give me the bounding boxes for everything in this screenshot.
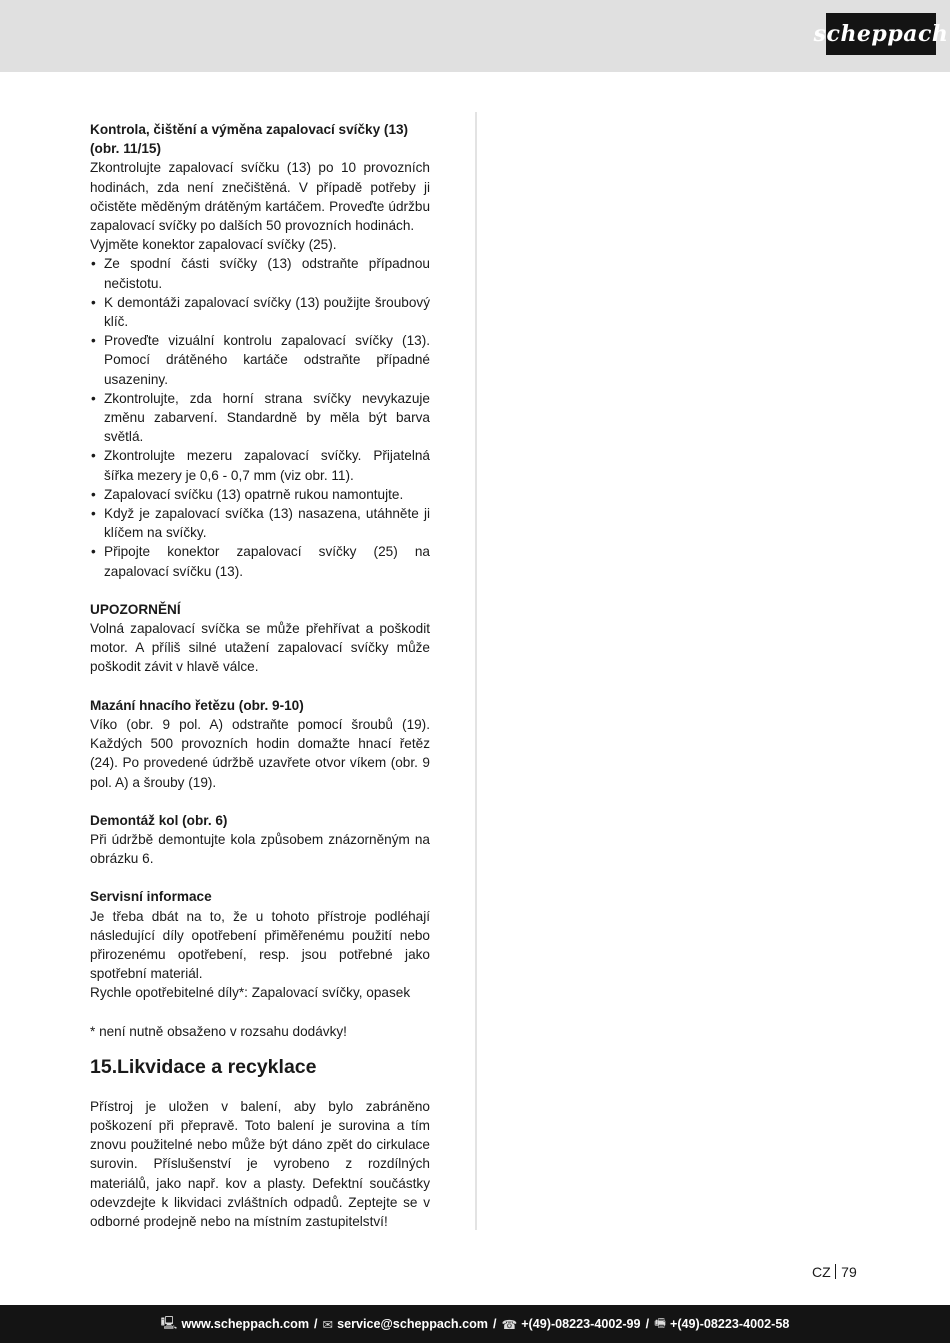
- paragraph: Vyjměte konektor zapalovací svíčky (25).: [90, 237, 337, 253]
- fax-icon: 🖷: [654, 1315, 666, 1330]
- paragraph: Rychle opotřebitelné díly*: Zapalovací svíčky, opasek: [90, 985, 411, 1001]
- list-item: • Když je zapalovací svíčka (13) nasazena, utáhněte ji klíčem na svíčky.: [90, 504, 430, 542]
- section-heading-chain: Mazání hnacího řetězu (obr. 9-10): [90, 697, 304, 713]
- scheppach-logo: scheppach: [826, 13, 936, 55]
- footer-bar: [0, 1305, 950, 1343]
- list-item: • K demontáži zapalovací svíčky (13) použijte šroubový klíč.: [90, 293, 430, 331]
- list-item: • Proveďte vizuální kontrolu zapalovací svíčky (13). Pomocí drátěného kartáče odstraňte případné usazeniny.: [90, 331, 430, 389]
- section-heading-warning: UPOZORNĚNÍ: [90, 601, 181, 617]
- chapter-number: 15.: [90, 1055, 118, 1078]
- list-item: • Zkontrolujte mezeru zapalovací svíčky. Přijatelná šířka mezery je 0,6 - 0,7 mm (viz obr. 11).: [90, 446, 430, 484]
- phone-icon: ☎: [501, 1317, 518, 1332]
- main-column: [90, 120, 430, 1231]
- list-item: • Připojte konektor zapalovací svíčky (25) na zapalovací svíčku (13).: [90, 542, 430, 580]
- column-divider: [475, 112, 477, 1230]
- email-icon: ✉: [322, 1317, 334, 1332]
- chapter-title: [90, 1055, 430, 1079]
- footer-web[interactable]: www.scheppach.com: [181, 1317, 310, 1331]
- list-item: • Ze spodní části svíčky (13) odstraňte případnou nečistotu.: [90, 254, 430, 292]
- separator: /: [314, 1317, 318, 1331]
- paragraph: Přístroj je uložen v balení, aby bylo zabráněno poškození při přepravě. Toto balení je surovina a tím znovu použitelné nebo může být dáno zpět do cirkulace surovin. Příslušenství je vyrobeno z rozdílných materiálů, jako např. kov a plasty. Defektní součástky odevzdejte k likvidaci zvláštních odpadů. Zeptejte se v odborné prodejně nebo na místním zastupitelství!: [90, 1098, 430, 1229]
- paragraph: Volná zapalovací svíčka se může přehřívat a poškodit motor. A příliš silné utažení zapalovací svíčky může poškodit závit v hlavě válce.: [90, 621, 430, 675]
- section-heading-service: Servisní informace: [90, 889, 212, 905]
- list-item: • Zkontrolujte, zda horní strana svíčky nevykazuje změnu zabarvení. Standardně by měla být barva světlá.: [90, 389, 430, 447]
- computer-icon: 🖳: [160, 1315, 178, 1330]
- paragraph: Je třeba dbát na to, že u tohoto přístroje podléhají následující díly opotřebení přiměřenému použití nebo přirozenému opotřebení, resp. jsou potřebné jako spotřební materiál.: [90, 908, 430, 982]
- header-band: [0, 0, 950, 72]
- section-heading-wheels: Demontáž kol (obr. 6): [90, 812, 228, 828]
- chapter-title-text: Likvidace a recyklace: [117, 1055, 317, 1078]
- language-code: CZ: [812, 1264, 831, 1280]
- page-number: [812, 1264, 857, 1280]
- footer-fax: +(49)-08223-4002-58: [669, 1317, 790, 1331]
- page-number-value: 79: [841, 1264, 857, 1280]
- list-item: • Zapalovací svíčku (13) opatrně rukou namontujte.: [90, 485, 430, 504]
- paragraph: Zkontrolujte zapalovací svíčku (13) po 10 provozních hodinách, zda není znečištěná. V případě potřeby ji očistěte měděným drátěným kartáčem. Proveďte údržbu zapalovací svíčky po dalších 50 provozních hodinách.: [90, 160, 430, 234]
- footer-email[interactable]: service@scheppach.com: [337, 1317, 488, 1331]
- separator: /: [645, 1317, 650, 1331]
- footer-phone: +(49)-08223-4002-99: [521, 1317, 641, 1331]
- separator: /: [493, 1317, 497, 1331]
- steps-list: [90, 254, 430, 580]
- footnote: * není nutně obsaženo v rozsahu dodávky!: [90, 1023, 347, 1039]
- paragraph: Při údržbě demontujte kola způsobem znázorněným na obrázku 6.: [90, 831, 430, 867]
- section-heading-spark-plug: Kontrola, čištění a výměna zapalovací svíčky (13) (obr. 11/15): [90, 122, 409, 157]
- paragraph: Víko (obr. 9 pol. A) odstraňte pomocí šroubů (19). Každých 500 provozních hodin domažte hnací řetěz (24). Po provedené údržbě uzavřete otvor víkem (obr. 9 pol. A) a šrouby (19).: [90, 716, 430, 790]
